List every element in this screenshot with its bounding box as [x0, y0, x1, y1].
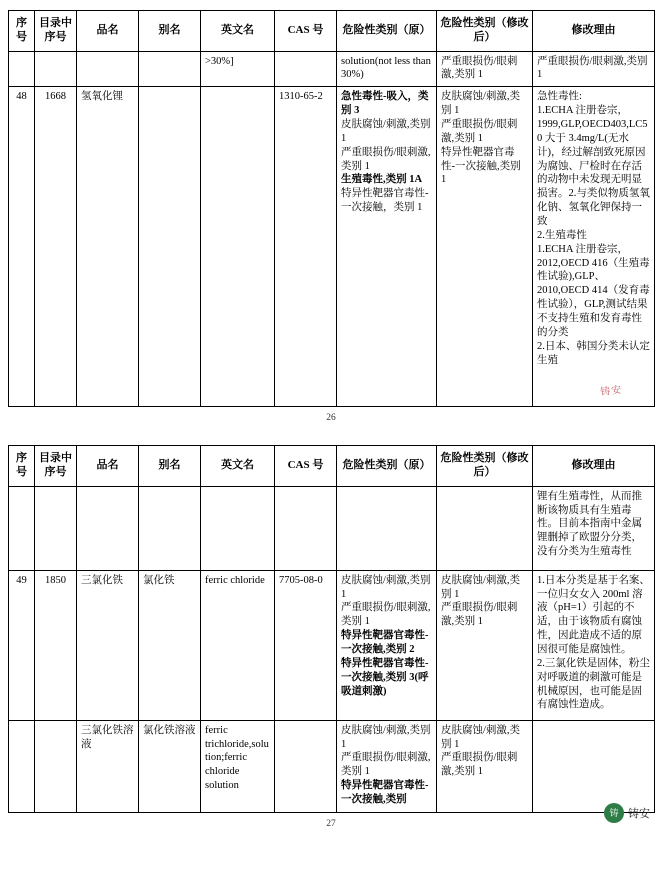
cell-hazard-new [437, 570, 533, 720]
cell-directory-seq [35, 486, 77, 570]
column-header-cas: CAS 号 [275, 11, 337, 52]
column-header-alias: 别名 [139, 11, 201, 52]
column-header-name: 品名 [77, 11, 139, 52]
table-row [9, 486, 655, 570]
cell-seq [9, 720, 35, 812]
cell-alias [139, 486, 201, 570]
hazard-table-page-2 [8, 445, 655, 813]
reason-line: 1.日本分类是基于名案、一位归女女入 200ml 溶液（pH=1）引起的不适，由于该物质有腐蚀性，因此造成不适的原因很可能是腐蚀性。 [537, 574, 650, 656]
reason-line: 2.生殖毒性 [537, 229, 587, 241]
column-header-reason: 修改理由 [533, 11, 655, 52]
cell-seq: 49 [9, 570, 35, 720]
page-gap [0, 423, 662, 441]
hazard-new-line: 严重眼损伤/眼刺激,类别 1 [441, 752, 518, 778]
table-header-row [9, 11, 655, 52]
cell-hazard-old [337, 87, 437, 407]
column-header-alias: 别名 [139, 446, 201, 487]
reason-line: 2.三氯化铁是固体，粉尘对呼吸道的刺激可能是机械原因，也可能是固有腐蚀性造成。 [537, 657, 650, 711]
column-header-hazard-new: 危险性类别（修改后） [437, 11, 533, 52]
cell-alias: 氯化铁 [139, 570, 201, 720]
cell-hazard-old [337, 720, 437, 812]
hazard-old-line: 皮肤腐蚀/刺激,类别 1 [341, 724, 431, 750]
cell-hazard-old [337, 486, 437, 570]
cell-seq [9, 486, 35, 570]
cell-hazard-new: 严重眼损伤/眼刺激,类别 1 [437, 51, 533, 87]
reason-line: 2.日本、韩国分类未认定生殖 [537, 340, 650, 366]
column-header-hazard-old: 危险性类别（原） [337, 446, 437, 487]
column-header-reason: 修改理由 [533, 446, 655, 487]
cell-cas [275, 51, 337, 87]
hazard-old-line: 特异性靶器官毒性-一次接触，类别 1 [341, 188, 429, 214]
table-row [9, 570, 655, 720]
cell-directory-seq: 1850 [35, 570, 77, 720]
brand-logo [604, 803, 650, 823]
logo-text: 铸安 [628, 807, 650, 820]
hazard-old-line: 生殖毒性,类别 1A [341, 174, 423, 186]
table-row [9, 51, 655, 87]
cell-reason [533, 720, 655, 812]
reason-line: 锂有生殖毒性，从而推断该物质具有生殖毒性。目前本指南中金属锂删掉了欧盟分分类，没有分类为生殖毒性 [537, 490, 642, 558]
column-header-directory-seq: 目录中序号 [35, 446, 77, 487]
cell-directory-seq: 1668 [35, 87, 77, 407]
reason-line: 1.ECHA 注册卷宗，2012,OECD 416（生殖毒性试验),GLP、2010,OECD 414（发育毒性试验），GLP,测试结果不支持生殖和发育毒性的分类 [537, 243, 650, 338]
hazard-new-line: 皮肤腐蚀/刺激,类别 1 [441, 724, 521, 750]
column-header-cas: CAS 号 [275, 446, 337, 487]
cell-hazard-new [437, 720, 533, 812]
cell-alias [139, 51, 201, 87]
column-header-english-name: 英文名 [201, 11, 275, 52]
document-page-2 [0, 441, 662, 829]
hazard-old-line: 严重眼损伤/眼刺激,类别 1 [341, 602, 431, 628]
hazard-old-line: 急性毒性-吸入，类别 3 [341, 91, 429, 117]
cell-reason [533, 570, 655, 720]
hazard-new-line: 严重眼损伤/眼刺激,类别 1 [441, 118, 518, 144]
column-header-seq: 序号 [9, 446, 35, 487]
cell-english-name [201, 486, 275, 570]
cell-english-name: ferric chloride [201, 570, 275, 720]
cell-reason [533, 87, 655, 407]
page-number: 26 [326, 413, 336, 424]
hazard-old-line: 严重眼损伤/眼刺激,类别 1 [341, 752, 431, 778]
hazard-new-line: 特异性靶器官毒性-一次接触,类别 1 [441, 146, 521, 186]
hazard-new-line: 皮肤腐蚀/刺激,类别 1 [441, 574, 521, 600]
cell-alias [139, 87, 201, 407]
cell-directory-seq [35, 51, 77, 87]
hazard-new-line: 严重眼损伤/眼刺激,类别 1 [441, 602, 518, 628]
hazard-old-line: 特异性靶器官毒性-一次接触,类别 3(呼吸道刺激) [341, 657, 429, 697]
cell-english-name [201, 87, 275, 407]
cell-name: 三氯化铁溶液 [77, 720, 139, 812]
cell-seq: 48 [9, 87, 35, 407]
cell-cas: 1310-65-2 [275, 87, 337, 407]
cell-english-name: >30%] [201, 51, 275, 87]
cell-reason [533, 486, 655, 570]
column-header-directory-seq: 目录中序号 [35, 11, 77, 52]
cell-cas [275, 486, 337, 570]
cell-name [77, 51, 139, 87]
reason-line: 1.ECHA 注册卷宗，1999,GLP,OECD403,LC50 大于 3.4mg/L(无水计)，经过解剖致死原因为腐蚀、尸检时在存活的动物中未发现无明显损害。2.与类似物质氢氧化钠、氢氧化钾保持一致 [537, 105, 650, 227]
cell-reason: 严重眼损伤/眼刺激,类别 1 [533, 51, 655, 87]
cell-name [77, 486, 139, 570]
cell-seq [9, 51, 35, 87]
cell-hazard-new [437, 87, 533, 407]
column-header-english-name: 英文名 [201, 446, 275, 487]
cell-cas [275, 720, 337, 812]
cell-cas: 7705-08-0 [275, 570, 337, 720]
hazard-old-line: 皮肤腐蚀/刺激,类别 1 [341, 574, 431, 600]
hazard-old-line: 特异性靶器官毒性-一次接触,类别 2 [341, 630, 429, 656]
hazard-table-page-1 [8, 10, 655, 407]
cell-directory-seq [35, 720, 77, 812]
column-header-hazard-old: 危险性类别（原） [337, 11, 437, 52]
hazard-new-line: 皮肤腐蚀/刺激,类别 1 [441, 91, 521, 117]
cell-english-name: ferric trichloride,solution;ferric chloride solution [201, 720, 275, 812]
column-header-seq: 序号 [9, 11, 35, 52]
table-header-row [9, 446, 655, 487]
hazard-old-line: 特异性靶器官毒性-一次接触,类别 [341, 780, 429, 806]
cell-hazard-new [437, 486, 533, 570]
hazard-old-line: 皮肤腐蚀/刺激,类别 1 [341, 118, 431, 144]
cell-name: 氢氧化锂 [77, 87, 139, 407]
logo-mark-icon: 铸 [604, 803, 624, 823]
column-header-hazard-new: 危险性类别（修改后） [437, 446, 533, 487]
hazard-old-line: 严重眼损伤/眼刺激,类别 1 [341, 146, 431, 172]
red-stamp: 铸安 [599, 384, 623, 398]
page-number: 27 [326, 818, 336, 829]
table-row [9, 87, 655, 407]
column-header-name: 品名 [77, 446, 139, 487]
cell-hazard-old [337, 570, 437, 720]
reason-line: 急性毒性: [537, 91, 582, 103]
table-row [9, 720, 655, 812]
cell-alias: 氯化铁溶液 [139, 720, 201, 812]
cell-hazard-old: solution(not less than 30%) [337, 51, 437, 87]
cell-name: 三氯化铁 [77, 570, 139, 720]
document-page-1 [0, 0, 662, 423]
